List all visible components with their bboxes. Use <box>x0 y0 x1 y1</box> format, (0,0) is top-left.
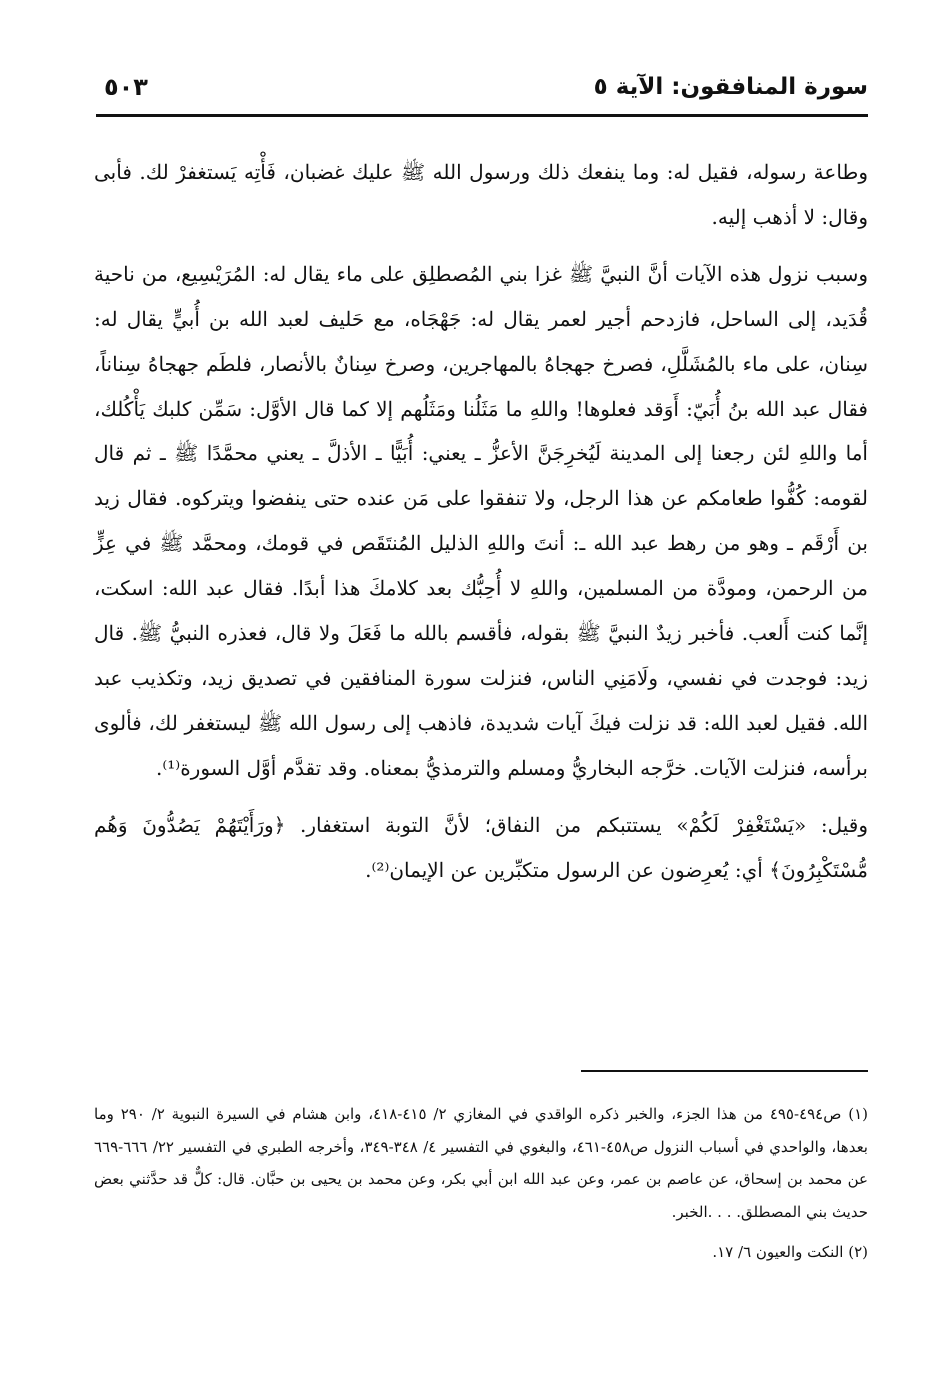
page-header <box>96 72 868 106</box>
running-title: سورة المنافقون: الآية ٥ <box>593 74 868 100</box>
footnote-1: (١) ص٤٩٤-٤٩٥ من هذا الجزء، والخبر ذكره الواقدي في المغازي ٢/ ٤١٥-٤١٨، وابن هشام في السيرة النبوية ٢/ ٢٩٠ وما بعدها، والواحدي في أسباب النزول ص٤٥٨-٤٦١، والبغوي في التفسير ٤/ ٣٤٨-٣٤٩، وأخرجه الطبري في التفسير ٢٢/ ٦٦٦-٦٦٩ عن محمد بن إسحاق، عن عاصم بن عمر، وعن عبد الله ابن أبي بكر، وعن محمد بن يحيى بن حبَّان. قال: كلٌّ قد حدَّثني بعض حديث بني المصطلق. . . .الخبر. <box>94 1105 868 1221</box>
header-rule <box>96 114 868 117</box>
footnote-separator <box>581 1070 868 1072</box>
paragraph: وطاعة رسوله، فقيل له: وما ينفعك ذلك ورسول الله ﷺ عليك غضبان، فَأْتِه يَستغفرْ لك. فأبى وقال: لا أذهب إليه. <box>94 160 868 229</box>
footnote-2: (٢) النكت والعيون ٦/ ١٧. <box>712 1243 868 1262</box>
page-number: ٥٠٣ <box>104 73 148 101</box>
paragraph: وسبب نزول هذه الآيات أنَّ النبيَّ ﷺ غزا بني المُصطلِق على ماء يقال له: المُرَيْسِيع، من ناحية قُدَيد، إلى الساحل، فازدحم أجير لعمر يقال له: جَهْجَاه، مع حَليف لعبد الله بن أُبيٍّ يقال له: سِنان، على ماء بالمُشَلَّلِ، فصرخ جهجاهُ بالمهاجرين، وصرخ سِنانٌ بالأنصار، فلطَم جهجاهُ سِناناً، فقال عبد الله بنُ أُبَيّ: أَوَقد فعلوها! واللهِ ما مَثَلُنا ومَثَلُهم إلا كما قال الأوَّل: سَمِّن كلبك يَأْكُلك، أما واللهِ لئن رجعنا إلى المدينة لَيُخرِجَنَّ الأعزُّ ـ يعني: أُبَيًّا ـ الأذلَّ ـ يعني محمَّدًا ﷺ ـ ثم قال لقومه: كُفُّوا طعامكم عن هذا الرجل، ولا تنفقوا على مَن عنده حتى ينفضوا ويتركوه. فقال زيد بن أَرْقَم ـ وهو من رهط عبد الله ـ: أنتَ واللهِ الذليل المُنتَقَص في قومك، ومحمَّد ﷺ في عِزٍّ من الرحمن، ومودَّة من المسلمين، واللهِ لا أُحِبُّك بعد كلامكَ هذا أبدًا. فقال عبد الله: اسكت، إنَّما كنت أَلعب. فأخبر زيدٌ النبيَّ ﷺ بقوله، فأقسم بالله ما فَعَلَ ولا قال، فعذره النبيُّ ﷺ. قال زيد: فوجدت في نفسي، ولَامَنِي الناس، فنزلت سورة المنافقين في تصديق زيد، وتكذيب عبد الله. فقيل لعبد الله: قد نزلت فيكَ آيات شديدة، فاذهب إلى رسول الله ﷺ ليستغفر لك، فألوى برأسه، فنزلت الآيات. خرَّجه البخاريُّ ومسلم والترمذيُّ بمعناه. وقد تقدَّم أوَّل السورة⁽¹⁾. <box>94 261 868 780</box>
paragraph: وقيل: «يَسْتَغْفِرْ لَكُمْ» يستتبكم من النفاق؛ لأنَّ التوبة استغفار. ﴿ورَأَيْتَهُمْ يَصُدُّونَ وَهُم مُّسْتَكْبِرُونَ﴾ أي: يُعرِضون عن الرسول متكبِّرين عن الإيمان⁽²⁾. <box>94 812 868 882</box>
footnotes <box>94 1098 868 1269</box>
main-text <box>94 150 868 893</box>
